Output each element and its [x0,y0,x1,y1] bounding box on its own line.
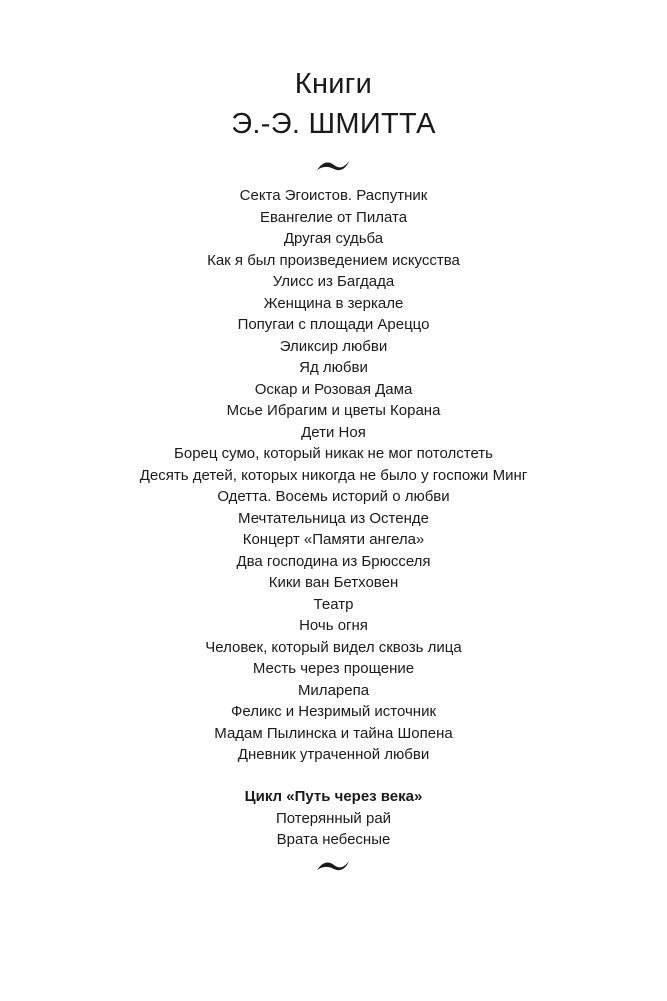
books-list [0,185,667,766]
cycle-books-list [0,808,667,851]
list-item: Другая судьба [283,230,384,247]
list-item: Оскар и Розовая Дама [254,380,413,398]
list-item: Попугаи с площади Ареццо [237,316,430,333]
list-item: Секта Эгоистов. Распутник [239,187,428,204]
list-item: Яд любви [299,359,368,376]
list-item: Два господина из Брюсселя [236,552,431,570]
cycle-title: Цикл «Путь через века» [244,788,423,805]
list-item: Миларепа [297,681,370,699]
list-item: Потерянный рай [275,809,392,827]
list-item: Дети Ноя [301,423,366,441]
list-item: Концерт «Памяти ангела» [242,531,425,548]
list-item: Десять детей, которых никогда не было у госпожи Минг [139,466,528,484]
list-item: Мадам Пылинска и тайна Шопена [214,724,453,742]
list-item: Театр [313,595,354,613]
list-item: Евангелие от Пилата [259,208,408,226]
page-title-line2: Э.-Э. ШМИТТА [231,108,436,140]
list-item: Кики ван Бетховен [268,574,399,591]
list-item: Врата небесные [276,831,391,848]
list-item: Улисс из Багдада [272,273,395,290]
list-item: Дневник утраченной любви [237,746,430,763]
list-item: Ночь огня [299,617,368,634]
ornament-top-icon [315,158,351,174]
list-item: Женщина в зеркале [263,294,404,312]
list-item: Месть через прощение [252,660,415,677]
list-item: Феликс и Незримый источник [230,703,437,720]
list-item: Человек, который видел сквозь лица [205,638,462,656]
cycle-section [0,786,667,851]
page-title-line1: Книги [294,68,373,100]
ornament-bottom-icon [315,858,351,874]
list-item: Эликсир любви [279,337,388,355]
list-item: Мечтательница из Остенде [238,509,429,527]
list-item: Борец сумо, который никак не мог потолстеть [174,445,493,462]
list-item: Одетта. Восемь историй о любви [217,488,450,505]
list-item: Как я был произведением искусства [207,251,460,269]
list-item: Мсье Ибрагим и цветы Корана [226,402,441,419]
